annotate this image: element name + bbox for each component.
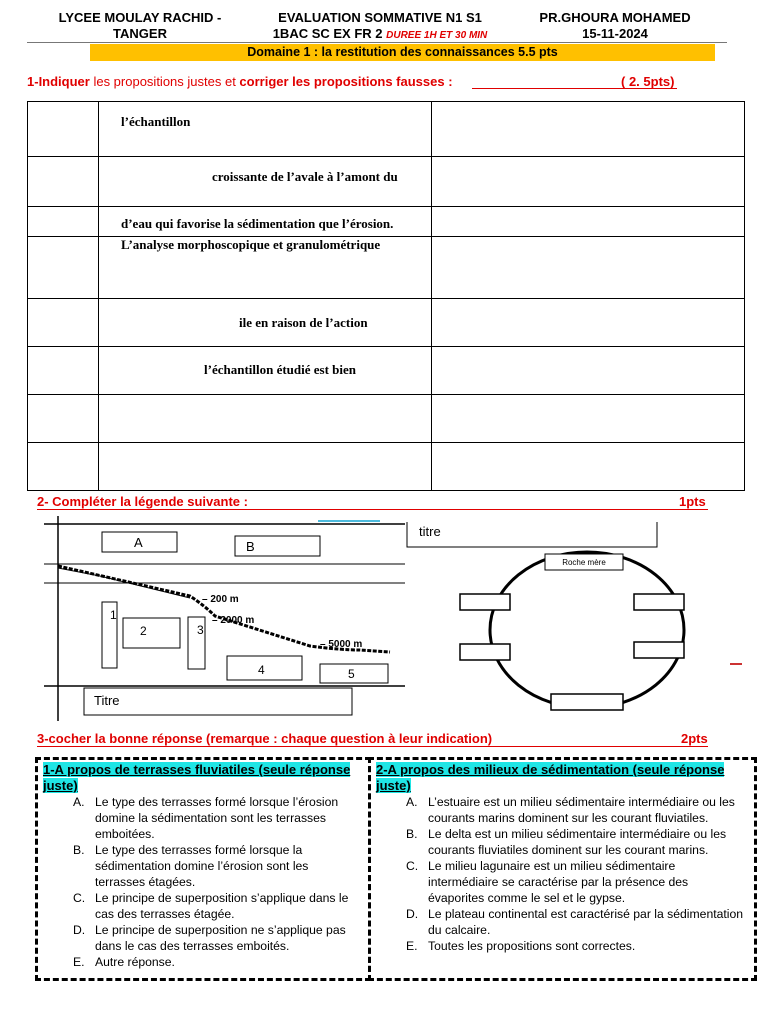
q3-left-options <box>43 794 361 970</box>
q1-verb-corriger: corriger les propositions fausses : <box>239 74 453 89</box>
statement-cell <box>99 102 432 157</box>
sedimentary-profile-diagram <box>40 516 410 721</box>
answer-cell[interactable] <box>432 443 745 491</box>
q2-points: 1pts <box>679 494 706 509</box>
option-text: Le type des terrasses formé lorsque la sédimentation domine l’érosion sont les terrasses étagées. <box>95 843 309 889</box>
row-number-cell[interactable] <box>28 299 99 347</box>
statement-text: l’échantillon étudié est bien <box>204 362 357 377</box>
q1-verb-indiquer: Indiquer <box>38 74 90 89</box>
q3-underline <box>37 746 708 747</box>
depth-5000-label: – 5000 m <box>320 639 363 650</box>
depth-2000-label: – 2000 m <box>212 615 255 626</box>
cycle-box-bottom[interactable] <box>551 694 623 710</box>
statement-text: L’analyse morphoscopique et granulométrique <box>121 237 381 252</box>
exam-date: 15-11-2024 <box>582 26 648 41</box>
answer-cell[interactable] <box>432 102 745 157</box>
q1-text: les propositions justes et <box>89 74 240 89</box>
statement-cell <box>99 443 432 491</box>
q2-heading: 2- Compléter la légende suivante : <box>37 494 248 509</box>
statement-cell <box>99 347 432 395</box>
q3-right-title: 2-A propos des milieux de sédimentation (seule réponse juste) <box>376 762 725 793</box>
table-row <box>28 443 745 491</box>
option-letter: D. <box>73 923 86 937</box>
option-letter: D. <box>406 907 419 921</box>
stray-mark <box>318 520 380 522</box>
q3-right-option-5[interactable] <box>376 938 746 954</box>
evaluation-title <box>240 10 520 44</box>
option-text: L’estuaire est un milieu sédimentaire intermédiaire ou les courants marins dominent sur les courant fluviatiles. <box>428 795 735 825</box>
answer-cell[interactable] <box>432 207 745 237</box>
q2-underline <box>37 509 708 510</box>
q3-left-option-1[interactable] <box>43 794 361 842</box>
table-row <box>28 207 745 237</box>
option-letter: B. <box>406 827 418 841</box>
q3-left-title: 1-A propos de terrasses fluviatiles (seule réponse juste) <box>43 762 351 793</box>
q3-right-options <box>376 794 746 954</box>
roche-mere-label: Roche mère <box>562 558 606 567</box>
q3-left-option-3[interactable] <box>43 890 361 922</box>
label-3: 3 <box>197 623 204 637</box>
teacher-info <box>505 10 725 42</box>
q3-left-option-5[interactable] <box>43 954 361 970</box>
row-number-cell[interactable] <box>28 157 99 207</box>
row-number-cell[interactable] <box>28 207 99 237</box>
option-text: Autre réponse. <box>95 955 175 969</box>
diagram-title-label: Titre <box>94 693 120 708</box>
table-row <box>28 299 745 347</box>
eval-line1: EVALUATION SOMMATIVE N1 S1 <box>278 10 482 25</box>
table-row <box>28 237 745 299</box>
label-4: 4 <box>258 663 265 677</box>
statement-text: ile en raison de l’action <box>239 315 368 330</box>
row-number-cell[interactable] <box>28 395 99 443</box>
option-letter: A. <box>406 795 418 809</box>
option-letter: E. <box>406 939 418 953</box>
statement-cell <box>99 157 432 207</box>
option-letter: A. <box>73 795 85 809</box>
q1-heading <box>27 74 453 89</box>
option-text: Le type des terrasses formé lorsque l’érosion domine la sédimentation sont les terrasses emboitées. <box>95 795 339 841</box>
answer-cell[interactable] <box>432 157 745 207</box>
label-a: A <box>134 535 143 550</box>
cycle-title-label: titre <box>419 524 441 539</box>
cycle-box-left-bottom[interactable] <box>460 644 510 660</box>
table-row <box>28 102 745 157</box>
stray-mark-red <box>730 663 742 665</box>
option-text: Le principe de superposition s’applique dans le cas des terrasses étagée. <box>95 891 349 921</box>
table-row <box>28 157 745 207</box>
q3-right-title-wrap <box>376 762 746 794</box>
domain-banner: Domaine 1 : la restitution des connaissances 5.5 pts <box>90 44 715 61</box>
option-letter: C. <box>406 859 419 873</box>
school-name <box>40 10 240 42</box>
row-number-cell[interactable] <box>28 443 99 491</box>
label-b: B <box>246 539 255 554</box>
statement-cell <box>99 207 432 237</box>
q3-left-option-4[interactable] <box>43 922 361 954</box>
row-number-cell[interactable] <box>28 237 99 299</box>
answer-cell[interactable] <box>432 299 745 347</box>
statement-cell <box>99 237 432 299</box>
q3-left-option-2[interactable] <box>43 842 361 890</box>
option-letter: C. <box>73 891 86 905</box>
cycle-box-right-top[interactable] <box>634 594 684 610</box>
cycle-box-right-bottom[interactable] <box>634 642 684 658</box>
q3-heading: 3-cocher la bonne réponse (remarque : chaque question à leur indication) <box>37 731 493 746</box>
statement-cell <box>99 299 432 347</box>
school-line2: TANGER <box>113 26 167 41</box>
table-row <box>28 347 745 395</box>
diagram-title-box[interactable] <box>84 688 352 715</box>
duration: DUREE 1H ET 30 MIN <box>386 30 488 41</box>
class-label: 1BAC SC EX FR 2 <box>272 26 383 41</box>
teacher-name: PR.GHOURA MOHAMED <box>539 10 691 25</box>
statement-cell <box>99 395 432 443</box>
statement-text: l’échantillon <box>121 114 191 129</box>
statement-text: croissante de l’avale à l’amont du <box>212 169 398 184</box>
answer-cell[interactable] <box>432 347 745 395</box>
q1-number: 1- <box>27 74 39 89</box>
label-1: 1 <box>110 608 117 622</box>
label-2: 2 <box>140 624 147 638</box>
option-text: Le plateau continental est caractérisé par la sédimentation du calcaire. <box>428 907 744 937</box>
q3-left-question <box>43 762 361 970</box>
option-text: Toutes les propositions sont correctes. <box>428 939 636 953</box>
cycle-title-box[interactable] <box>407 522 657 547</box>
label-5: 5 <box>348 667 355 681</box>
option-text: Le principe de superposition ne s’applique pas dans le cas des terrasses emboités. <box>95 923 346 953</box>
row-number-cell[interactable] <box>28 347 99 395</box>
cycle-circle <box>490 552 684 708</box>
q3-left-title-wrap <box>43 762 361 794</box>
label-box-2[interactable] <box>123 618 180 648</box>
option-text: Le milieu lagunaire est un milieu sédimentaire intermédiaire se caractérise par la présence des évaporites comme le sel et le gypse. <box>428 859 689 905</box>
header-divider <box>27 42 727 43</box>
q3-right-option-4[interactable] <box>376 906 746 938</box>
depth-200-label: – 200 m <box>202 594 239 605</box>
option-letter: E. <box>73 955 85 969</box>
answer-cell[interactable] <box>432 395 745 443</box>
q3-right-option-2[interactable] <box>376 826 746 858</box>
school-line1: LYCEE MOULAY RACHID - <box>58 10 222 25</box>
statements-table <box>27 101 745 491</box>
answer-cell[interactable] <box>432 237 745 299</box>
q3-right-question <box>376 762 746 954</box>
row-number-cell[interactable] <box>28 102 99 157</box>
option-text: Le delta est un milieu sédimentaire intermédiaire ou les courants fluviatiles dominent sur les courant marins. <box>428 827 727 857</box>
table-row <box>28 395 745 443</box>
q1-points: ( 2. 5pts) <box>621 74 675 89</box>
sedimentary-cycle-diagram <box>405 520 725 715</box>
q3-right-option-1[interactable] <box>376 794 746 826</box>
option-letter: B. <box>73 843 85 857</box>
statement-text: d’eau qui favorise la sédimentation que l’érosion. <box>121 216 394 231</box>
q3-right-option-3[interactable] <box>376 858 746 906</box>
q3-points: 2pts <box>681 731 708 746</box>
cycle-box-left-top[interactable] <box>460 594 510 610</box>
